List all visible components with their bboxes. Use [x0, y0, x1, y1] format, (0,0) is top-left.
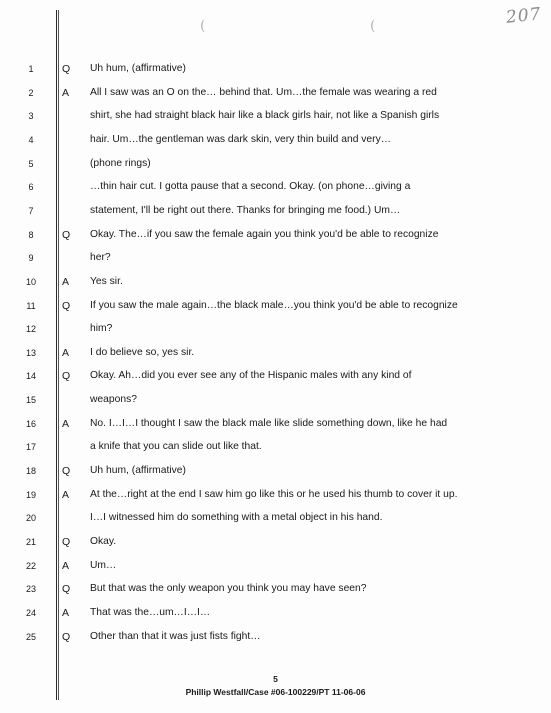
- line-text: At the…right at the end I saw him go like this or he used his thumb to cover it up.: [90, 488, 458, 500]
- line-number: 25: [25, 631, 36, 642]
- footer-page-number: 5: [273, 674, 278, 684]
- transcript-line: [0, 437, 551, 457]
- line-number: 16: [25, 418, 36, 429]
- line-number: 1: [28, 64, 34, 74]
- speaker-label: A: [62, 606, 70, 619]
- line-number: 2: [28, 87, 34, 98]
- line-text: But that was the only weapon you think you may have seen?: [90, 583, 367, 595]
- line-number: 3: [28, 111, 34, 122]
- line-text: Uh hum, (affirmative): [90, 465, 186, 477]
- speaker-label: Q: [62, 465, 71, 478]
- line-number: 14: [25, 371, 36, 382]
- transcript-line: [0, 83, 551, 103]
- handwritten-page-mark: 207: [504, 4, 542, 28]
- speaker-label: Q: [62, 630, 71, 643]
- transcript-line: [0, 390, 551, 410]
- line-text: If you saw the male again…the black male…you think you'd be able to recognize: [90, 299, 458, 311]
- line-text: Um…: [90, 559, 117, 571]
- line-text: No. I…I…I thought I saw the black male like slide something down, like he had: [90, 417, 448, 429]
- line-number: 5: [28, 158, 34, 169]
- transcript-line: [0, 343, 551, 363]
- transcript-line: [0, 59, 551, 79]
- speaker-label: A: [62, 488, 70, 501]
- line-number: 15: [25, 395, 36, 406]
- line-number: 12: [25, 324, 36, 335]
- speaker-label: A: [62, 417, 70, 430]
- line-text: statement, I'll be right out there. Thanks for bringing me food.) Um…: [90, 204, 401, 216]
- line-number: 13: [25, 347, 36, 358]
- line-text: weapons?: [90, 394, 137, 406]
- line-text: shirt, she had straight black hair like a black girls hair, not like a Spanish girls: [90, 110, 440, 122]
- line-number: 21: [25, 537, 36, 547]
- transcript-line: [0, 319, 551, 339]
- line-text: him?: [90, 323, 113, 335]
- line-number: 22: [25, 560, 36, 571]
- line-text: That was the…um…I…I…: [90, 606, 211, 618]
- line-text: Uh hum, (affirmative): [90, 63, 186, 74]
- transcript-line: [0, 248, 551, 268]
- transcript-line: [0, 225, 551, 245]
- line-text: Other than that it was just fists fight…: [90, 630, 261, 642]
- speaker-label: Q: [62, 536, 71, 548]
- line-text: Yes sir.: [90, 275, 123, 287]
- line-number: 17: [25, 442, 36, 453]
- transcript-line: [0, 508, 551, 528]
- transcript-line: [0, 414, 551, 434]
- line-number: 6: [28, 182, 34, 193]
- line-text: hair. Um…the gentleman was dark skin, very thin build and very…: [90, 133, 392, 145]
- transcript-line: [0, 579, 551, 599]
- line-text: her?: [90, 252, 111, 264]
- line-number: 23: [25, 584, 36, 595]
- footer-case-line: Phillip Westfall/Case #06-100229/PT 11-06-06: [185, 687, 366, 697]
- line-number: 10: [25, 276, 36, 287]
- transcript-line: [0, 154, 551, 174]
- speaker-label: Q: [62, 228, 71, 241]
- transcript-line: [0, 296, 551, 316]
- line-text: Okay. Ah…did you ever see any of the Hispanic males with any kind of: [90, 370, 412, 382]
- speaker-label: Q: [62, 583, 71, 596]
- line-number: 9: [28, 253, 34, 264]
- line-number: 24: [25, 607, 36, 618]
- transcript-line: [0, 366, 551, 386]
- speaker-label: Q: [62, 63, 71, 75]
- line-text: I…I witnessed him do something with a metal object in his hand.: [90, 512, 383, 524]
- transcript-line: [0, 461, 551, 481]
- transcript-line: [0, 532, 551, 552]
- speaker-label: Q: [62, 299, 71, 312]
- speaker-label: A: [62, 86, 70, 99]
- line-number: 8: [28, 229, 34, 240]
- transcript-line: [0, 485, 551, 505]
- transcript-line: [0, 603, 551, 623]
- transcript-line: [0, 556, 551, 576]
- speaker-label: A: [62, 346, 70, 359]
- line-text: …thin hair cut. I gotta pause that a second. Okay. (on phone…giving a: [90, 181, 411, 193]
- line-number: 7: [28, 205, 34, 216]
- line-number: 19: [25, 489, 36, 500]
- speaker-label: A: [62, 275, 70, 288]
- transcript-line: [0, 130, 551, 150]
- line-number: 18: [25, 466, 36, 477]
- transcript-line: [0, 272, 551, 292]
- scan-mark: (: [370, 18, 376, 34]
- line-number: 11: [26, 300, 36, 311]
- line-text: I do believe so, yes sir.: [90, 346, 195, 358]
- line-text: All I saw was an O on the… behind that. Um…the female was wearing a red: [90, 86, 437, 98]
- transcript-line: [0, 106, 551, 126]
- transcript-line: [0, 177, 551, 197]
- speaker-label: Q: [62, 370, 71, 383]
- transcript-line: [0, 627, 551, 647]
- line-number: 20: [25, 513, 36, 524]
- line-text: a knife that you can slide out like that.: [90, 441, 262, 453]
- line-text: Okay. The…if you saw the female again you think you'd be able to recognize: [90, 228, 439, 240]
- speaker-label: A: [62, 559, 70, 572]
- line-text: Okay.: [90, 536, 117, 547]
- line-text: (phone rings): [90, 157, 151, 169]
- transcript-line: [0, 201, 551, 221]
- line-number: 4: [28, 134, 34, 145]
- scan-mark: (: [200, 18, 206, 34]
